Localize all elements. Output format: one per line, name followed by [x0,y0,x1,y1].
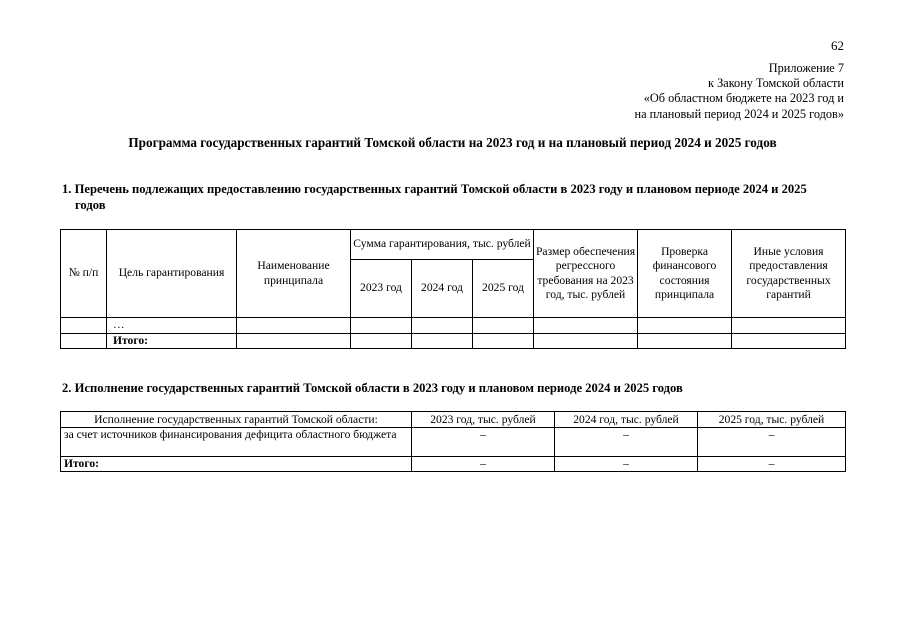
header-2023: 2023 год [351,260,412,318]
page-title: Программа государственных гарантий Томской области на 2023 год и на плановый период 2024 и 2025 годов [128,135,777,150]
value-cell: – [555,428,698,457]
header-2025: 2025 год, тыс. рублей [698,412,846,428]
header-other: Иные условия предоставления государственных гарантий [732,230,846,318]
total-label: Итого: [107,333,237,349]
total-row [61,333,846,349]
header-regress: Размер обеспечения регрессного требования на 2023 год, тыс. рублей [534,230,638,318]
section1-heading [62,181,852,213]
value-cell: – [698,457,846,472]
section2-heading: 2. Исполнение государственных гарантий Томской области в 2023 году и плановом периоде 2024 и 2025 годов [62,381,683,395]
total-label: Итого: [61,457,412,472]
header-principal: Наименование принципала [237,230,351,318]
appendix-line: на плановый период 2024 и 2025 годов» [634,106,844,121]
appendix-line: «Об областном бюджете на 2023 год и [643,91,844,106]
value-cell: – [412,457,555,472]
appendix-line: к Закону Томской области [708,76,844,91]
appendix-line: Приложение 7 [768,61,844,75]
value-cell: – [412,428,555,457]
header-sum-group: Сумма гарантирования, тыс. рублей [351,230,534,260]
value-cell: – [555,457,698,472]
header-2024: 2024 год [412,260,473,318]
appendix-block [634,61,844,122]
guarantees-execution-table [60,411,846,472]
page-number: 62 [831,38,844,53]
table-row [61,428,846,457]
row-label: за счет источников финансирования дефицита областного бюджета [61,428,412,457]
header-execution-label: Исполнение государственных гарантий Томской области: [61,412,412,428]
header-check: Проверка финансового состояния принципала [638,230,732,318]
header-goal: Цель гарантирования [107,230,237,318]
header-2023: 2023 год, тыс. рублей [412,412,555,428]
header-2025: 2025 год [473,260,534,318]
header-2024: 2024 год, тыс. рублей [555,412,698,428]
section1-heading-line2: годов [75,198,106,212]
ellipsis-cell: … [107,318,237,334]
header-num: № п/п [61,230,107,318]
table-row [61,318,846,334]
total-row [61,457,846,472]
value-cell: – [698,428,846,457]
guarantees-list-table [60,229,846,349]
section1-heading-line1: 1. Перечень подлежащих предоставлению государственных гарантий Томской области в 2023 году и плановом периоде 2024 и 2025 [62,182,807,196]
